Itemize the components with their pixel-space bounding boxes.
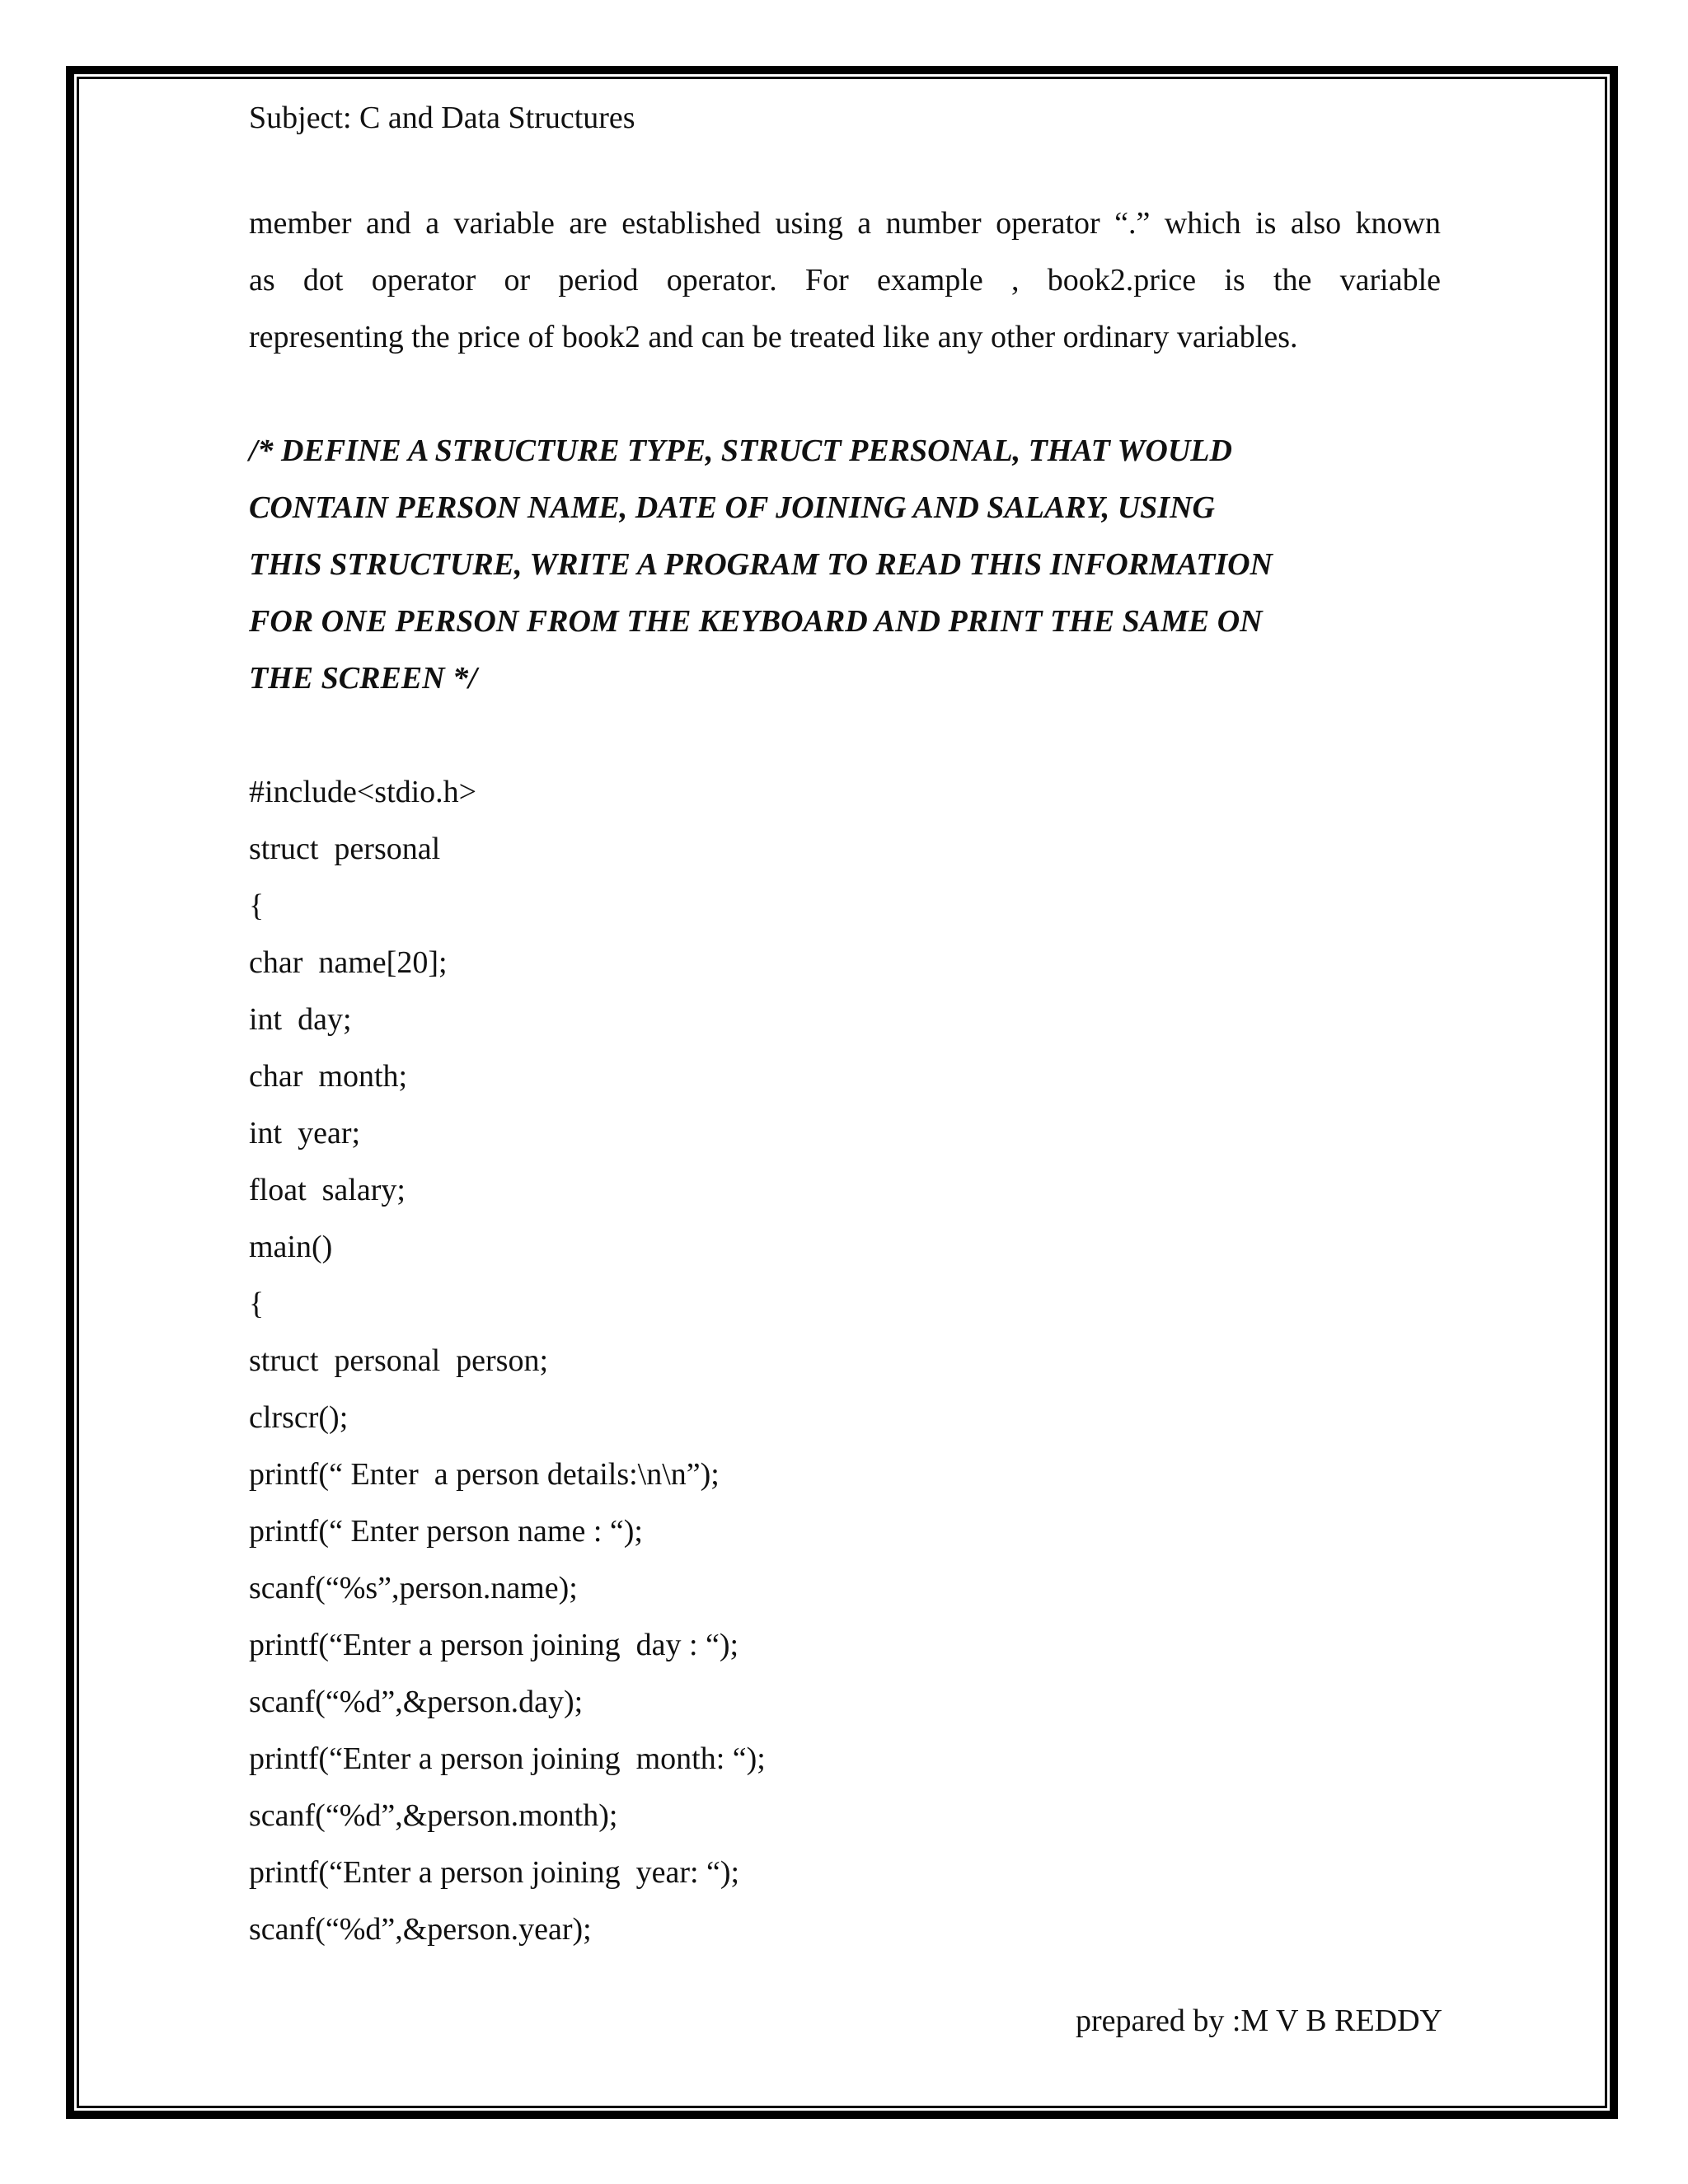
problem-statement-comment bbox=[249, 423, 1441, 707]
comment-line: THE SCREEN */ bbox=[249, 661, 477, 696]
code-line: float salary; bbox=[249, 1173, 406, 1207]
code-line: { bbox=[249, 888, 265, 923]
comment-line: FOR ONE PERSON FROM THE KEYBOARD AND PRINT THE SAME ON bbox=[249, 604, 1263, 639]
subject-header: Subject: C and Data Structures bbox=[249, 101, 635, 135]
code-listing bbox=[249, 764, 1441, 1958]
code-line: printf(“Enter a person joining day : “); bbox=[249, 1628, 739, 1662]
code-line: char name[20]; bbox=[249, 945, 448, 980]
paragraph-line: as dot operator or period operator. For example , book2.price is the variable bbox=[249, 263, 1441, 298]
code-line: scanf(“%d”,&person.year); bbox=[249, 1912, 592, 1947]
page-content bbox=[249, 95, 1441, 1958]
comment-line: CONTAIN PERSON NAME, DATE OF JOINING AND SALARY, USING bbox=[249, 490, 1215, 525]
code-line: struct personal bbox=[249, 832, 441, 866]
prepared-by-credit: prepared by :M V B REDDY bbox=[1075, 2004, 1442, 2038]
code-line: printf(“ Enter person name : “); bbox=[249, 1514, 643, 1549]
code-line: { bbox=[249, 1286, 265, 1321]
code-line: scanf(“%s”,person.name); bbox=[249, 1571, 578, 1605]
code-line: printf(“ Enter a person details:\n\n”); bbox=[249, 1457, 720, 1492]
code-line: clrscr(); bbox=[249, 1400, 349, 1435]
intro-paragraph bbox=[249, 195, 1441, 366]
comment-line: /* DEFINE A STRUCTURE TYPE, STRUCT PERSONAL, THAT WOULD bbox=[249, 434, 1232, 468]
code-line: int day; bbox=[249, 1002, 352, 1037]
paragraph-line: representing the price of book2 and can be treated like any other ordinary variables. bbox=[249, 320, 1298, 354]
paragraph-line: member and a variable are established using a number operator “.” which is also known bbox=[249, 206, 1441, 241]
code-line: int year; bbox=[249, 1116, 361, 1151]
code-line: printf(“Enter a person joining month: “); bbox=[249, 1741, 766, 1776]
code-line: scanf(“%d”,&person.month); bbox=[249, 1798, 618, 1833]
code-line: printf(“Enter a person joining year: “); bbox=[249, 1855, 740, 1890]
code-line: scanf(“%d”,&person.day); bbox=[249, 1685, 584, 1719]
comment-line: THIS STRUCTURE, WRITE A PROGRAM TO READ THIS INFORMATION bbox=[249, 547, 1273, 582]
code-line: char month; bbox=[249, 1059, 408, 1094]
code-line: main() bbox=[249, 1230, 333, 1264]
code-line: struct personal person; bbox=[249, 1343, 549, 1378]
code-line: #include<stdio.h> bbox=[249, 775, 477, 809]
